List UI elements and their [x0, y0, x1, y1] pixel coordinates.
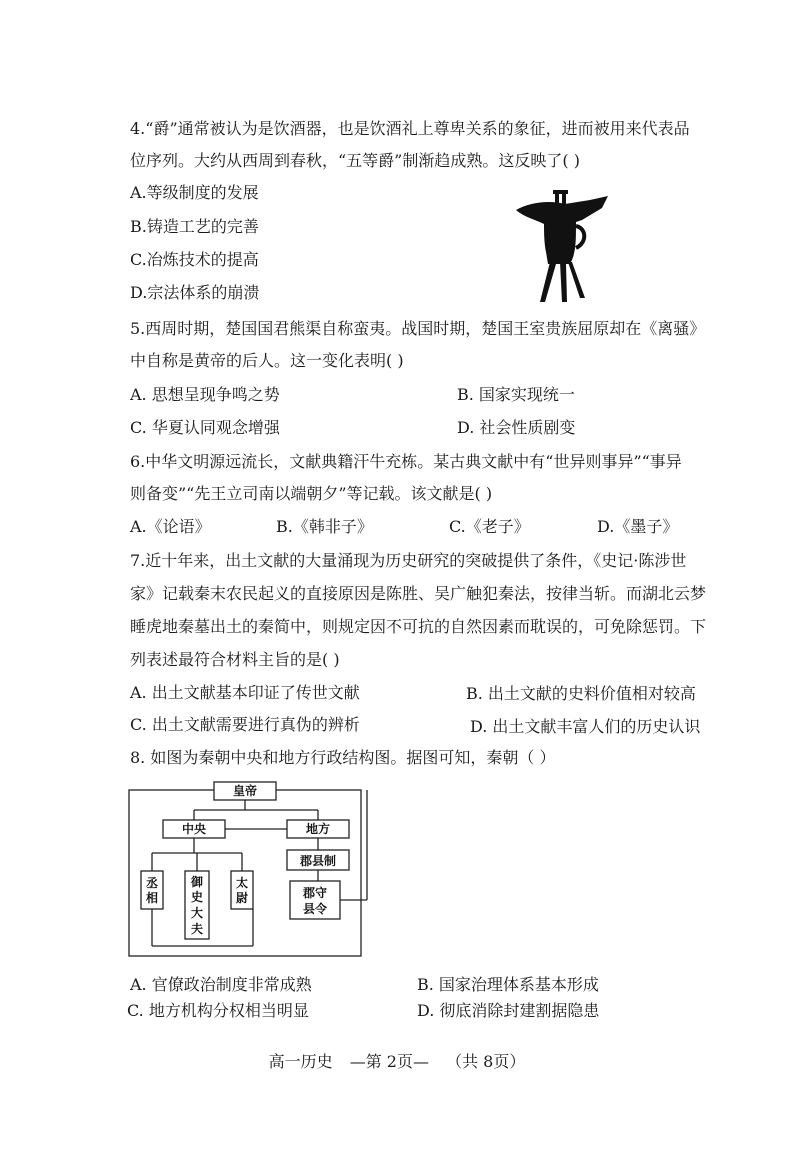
q4-option-d: D.宗法体系的崩溃	[130, 283, 260, 302]
footer-total-pages: （共 8页）	[446, 1052, 526, 1071]
q8-option-c: C. 地方机构分权相当明显	[127, 1001, 309, 1020]
page-footer	[0, 1049, 794, 1072]
q7-stem-line3: 睡虎地秦墓出土的秦简中，则规定因不可抗的自然因素而耽误的，可免除惩罚。下	[130, 617, 707, 636]
jue-vessel-image	[510, 190, 610, 305]
diagram-commandant-2: 尉	[235, 891, 249, 905]
footer-page-number: —第 2页—	[349, 1052, 429, 1071]
diagram-local: 地方	[305, 822, 331, 836]
q4-stem-line1: 4.“爵”通常被认为是饮酒器，也是饮酒礼上尊卑关系的象征，进而被用来代表品	[130, 119, 690, 138]
diagram-commandant-1: 太	[235, 876, 249, 890]
q5-option-d: D. 社会性质剧变	[457, 418, 576, 437]
q7-option-b: B. 出土文献的史料价值相对较高	[466, 684, 696, 703]
q8-option-d: D. 彻底消除封建割据隐患	[417, 1001, 600, 1020]
q8-option-b: B. 国家治理体系基本形成	[417, 975, 599, 994]
q7-option-a: A. 出土文献基本印证了传世文献	[130, 683, 360, 702]
q6-stem-line1: 6.中华文明源远流长，文献典籍汗牛充栋。某古典文献中有“世异则事异”“事异	[130, 452, 682, 471]
q7-stem-line2: 家》记载秦末农民起义的直接原因是陈胜、吴广触犯秦法，按律当斩。而湖北云梦	[130, 584, 707, 603]
q4-stem-line2: 位序列。大约从西周到春秋，“五等爵”制渐趋成熟。这反映了( )	[130, 151, 580, 170]
diagram-censor-1: 御	[190, 875, 204, 889]
diagram-governor-2: 县令	[302, 902, 328, 916]
q4-option-a: A.等级制度的发展	[130, 183, 259, 202]
diagram-central: 中央	[181, 822, 207, 836]
q6-option-c: C.《老子》	[449, 517, 530, 536]
q6-option-a: A.《论语》	[130, 517, 211, 536]
diagram-chancellor-2: 相	[145, 891, 159, 905]
q8-stem: 8. 如图为秦朝中央和地方行政结构图。据图可知，秦朝（ ）	[130, 748, 556, 767]
q6-stem-line2: 则备变”“先王立司南以端朝夕”等记载。该文献是( )	[130, 484, 493, 503]
q7-option-c: C. 出土文献需要进行真伪的辨析	[130, 715, 360, 734]
q8-option-a: A. 官僚政治制度非常成熟	[130, 975, 312, 994]
q5-option-b: B. 国家实现统一	[457, 385, 575, 404]
diagram-junxian-system: 郡县制	[299, 854, 337, 868]
diagram-censor-4: 夫	[190, 922, 204, 936]
q5-option-c: C. 华夏认同观念增强	[130, 418, 280, 437]
footer-subject: 高一历史	[268, 1052, 333, 1071]
q7-stem-line4: 列表述最符合材料主旨的是( )	[130, 650, 340, 669]
q7-option-d: D. 出土文献丰富人们的历史认识	[470, 717, 701, 736]
q5-option-a: A. 思想呈现争鸣之势	[130, 385, 280, 404]
q7-stem-line1: 7.近十年来，出土文献的大量涌现为历史研究的突破提供了条件，《史记·陈涉世	[130, 551, 687, 570]
q4-option-b: B.铸造工艺的完善	[130, 217, 259, 236]
q4-option-c: C.冶炼技术的提高	[130, 250, 259, 269]
q5-stem-line1: 5.西周时期，楚国国君熊渠自称蛮夷。战国时期，楚国王室贵族屈原却在《离骚》	[130, 319, 706, 338]
diagram-censor-3: 大	[190, 906, 204, 920]
diagram-emperor: 皇帝	[232, 784, 258, 798]
diagram-governor-1: 郡守	[302, 886, 328, 900]
diagram-chancellor-1: 丞	[145, 876, 159, 890]
q6-option-d: D.《墨子》	[597, 517, 679, 536]
q6-option-b: B.《韩非子》	[276, 517, 373, 536]
qin-administration-diagram	[127, 778, 375, 960]
q5-stem-line2: 中自称是黄帝的后人。这一变化表明( )	[130, 351, 404, 370]
diagram-censor-2: 史	[190, 890, 204, 904]
